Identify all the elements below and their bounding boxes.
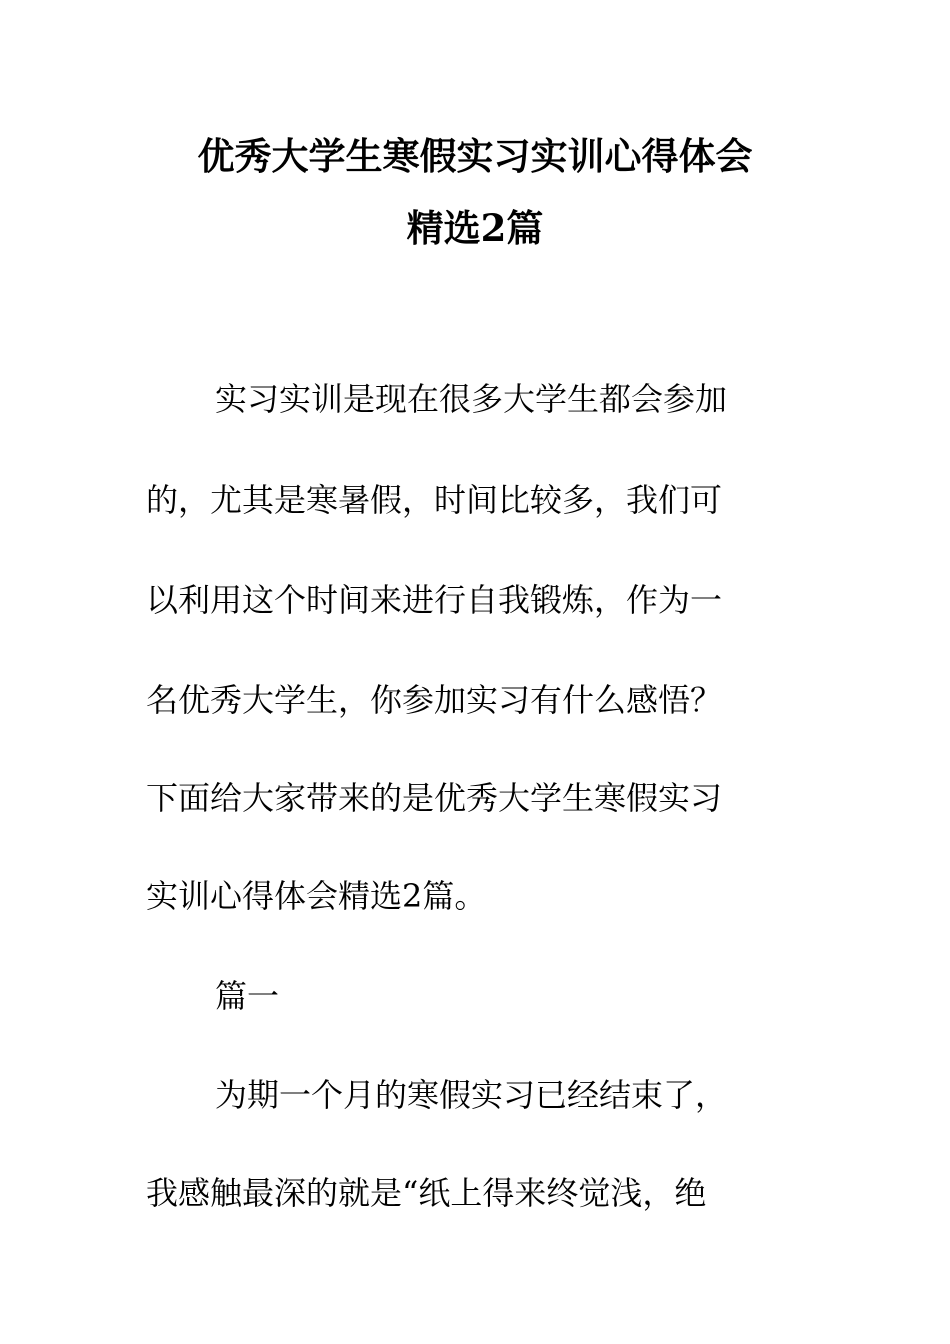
paragraph-line: 以利用这个时间来进行自我锻炼，作为一	[146, 581, 723, 619]
document-title-line-2: 精选2篇	[406, 206, 544, 250]
document-title-line-1: 优秀大学生寒假实习实训心得体会	[197, 134, 753, 178]
paragraph-line: 为期一个月的寒假实习已经结束了，	[215, 1076, 728, 1114]
paragraph-line: 下面给大家带来的是优秀大学生寒假实习	[146, 779, 723, 817]
paragraph-line: 实习实训是现在很多大学生都会参加	[215, 380, 728, 418]
paragraph-line: 我感触最深的就是“纸上得来终觉浅，绝	[146, 1174, 707, 1212]
paragraph-line: 的，尤其是寒暑假，时间比较多，我们可	[146, 481, 723, 519]
paragraph-line: 名优秀大学生，你参加实习有什么感悟？	[146, 681, 723, 719]
section-heading: 篇一	[215, 977, 280, 1015]
paragraph-line: 实训心得体会精选2篇。	[146, 877, 487, 915]
